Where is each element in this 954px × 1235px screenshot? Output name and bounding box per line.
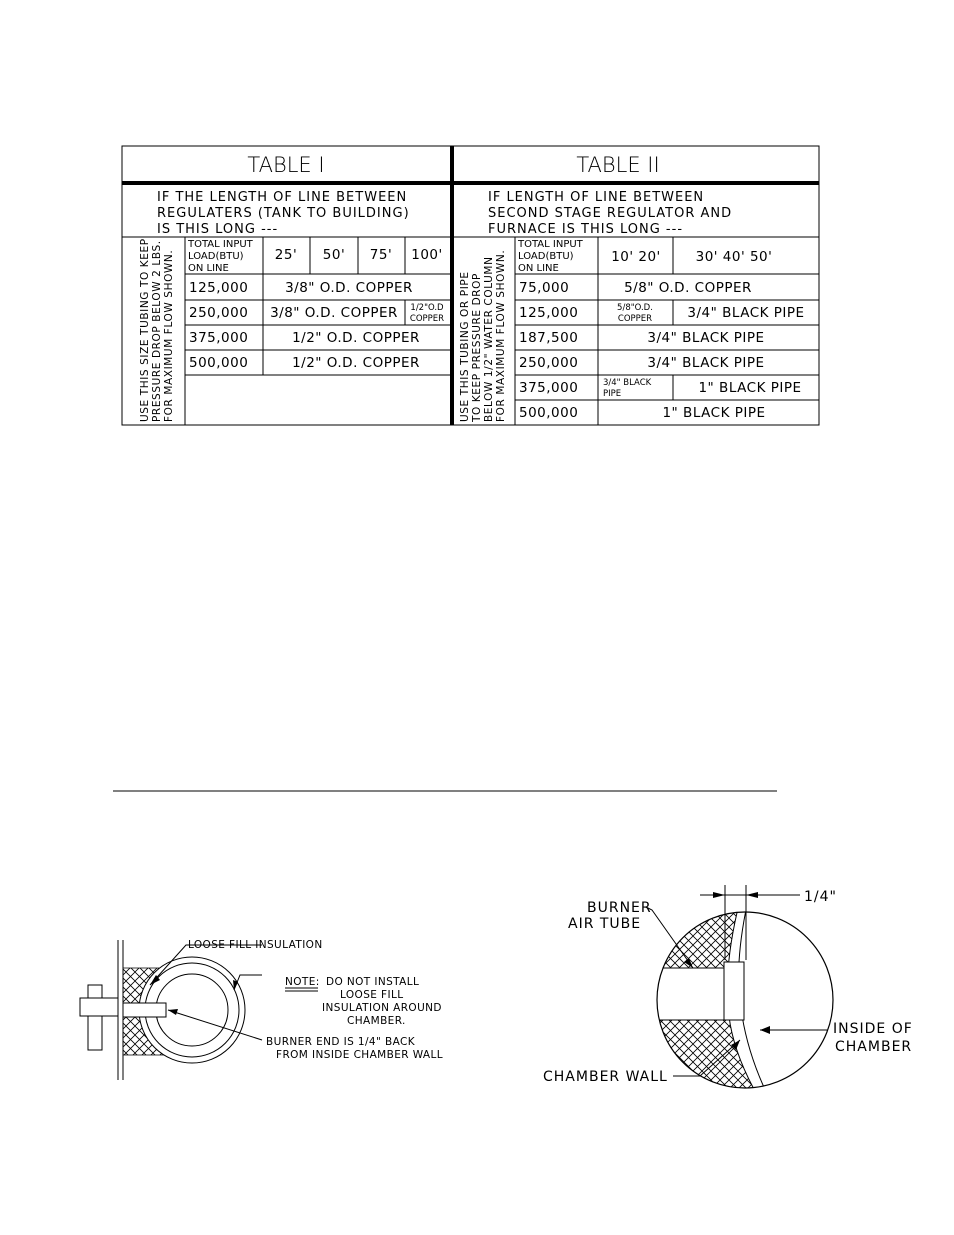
table-2-header-line-1: IF LENGTH OF LINE BETWEEN <box>488 190 705 205</box>
table-2-side-line-4: FOR MAXIMUM FLOW SHOWN. <box>495 249 507 422</box>
table-2-row-3-size: 3/4" BLACK PIPE <box>647 330 765 346</box>
table-2-row-6-size: 1" BLACK PIPE <box>662 405 766 421</box>
table-1-length-25: 25' <box>274 247 298 263</box>
table-2-row-3-load: 187,500 <box>519 330 579 346</box>
note-line-4: CHAMBER. <box>347 1015 406 1027</box>
table-1-row-1-load: 125,000 <box>189 280 249 296</box>
table-1-row-3-load: 375,000 <box>189 330 249 346</box>
table-2-row-2-load: 125,000 <box>519 305 579 321</box>
table-1-side-line-3: FOR MAXIMUM FLOW SHOWN. <box>163 249 175 422</box>
table-1-side-line-1: USE THIS SIZE TUBING TO KEEP <box>139 238 151 422</box>
table-1-load-label-2: LOAD(BTU) <box>188 251 244 262</box>
table-1-header-line-2: REGULATERS (TANK TO BUILDING) <box>157 206 410 221</box>
burner-air-tube-label-2: AIR TUBE <box>568 916 642 932</box>
table-2-side-line-1: USE THIS TUBING OR PIPE <box>459 271 471 422</box>
table-1-side-line-2: PRESSURE DROP BELOW 2 LBS. <box>151 240 163 422</box>
table-1-row-1-size: 3/8" O.D. COPPER <box>285 280 413 296</box>
table-2-title: TABLE II <box>576 153 660 177</box>
inside-chamber-label-1: INSIDE OF <box>833 1021 913 1037</box>
table-2-lengths-10-20: 10' 20' <box>611 249 661 265</box>
table-2-header-line-2: SECOND STAGE REGULATOR AND <box>488 206 733 221</box>
table-1-row-3-size: 1/2" O.D. COPPER <box>292 330 420 346</box>
table-1-title: TABLE I <box>247 153 325 177</box>
burner-end-line-1: BURNER END IS 1/4" BACK <box>266 1036 416 1048</box>
table-1-length-50: 50' <box>322 247 346 263</box>
note-line-2: LOOSE FILL <box>340 989 404 1001</box>
table-2-load-label-2: LOAD(BTU) <box>518 251 574 262</box>
note-line-1: DO NOT INSTALL <box>326 976 420 988</box>
dimension-label: 1/4" <box>804 889 837 905</box>
table-1-length-100: 100' <box>411 247 443 263</box>
table-1-row-4-size: 1/2" O.D. COPPER <box>292 355 420 371</box>
insulation-figure <box>80 939 443 1080</box>
table-2-header-line-3: FURNACE IS THIS LONG --- <box>488 222 684 237</box>
table-2-row-2-size-s1: 5/8"O.D. <box>617 303 653 313</box>
table-2-row-4-load: 250,000 <box>519 355 579 371</box>
table-1-row-2-size-b1: 1/2"O.D <box>410 303 444 313</box>
table-1-load-label-3: ON LINE <box>188 263 229 274</box>
table-1-row-4-load: 500,000 <box>189 355 249 371</box>
table-1-header-line-1: IF THE LENGTH OF LINE BETWEEN <box>157 190 408 205</box>
table-2-row-5-load: 375,000 <box>519 380 579 396</box>
table-1 <box>122 153 450 425</box>
table-2-row-2-size-s2: COPPER <box>617 314 653 324</box>
chamber-wall-label: CHAMBER WALL <box>543 1069 668 1085</box>
table-1-load-label-1: TOTAL INPUT <box>188 239 253 250</box>
table-1-row-2-load: 250,000 <box>189 305 249 321</box>
table-2-load-label-3: ON LINE <box>518 263 559 274</box>
burner-end-line-2: FROM INSIDE CHAMBER WALL <box>276 1049 443 1061</box>
burner-detail-figure <box>543 885 913 1100</box>
table-1-header-line-3: IS THIS LONG --- <box>157 222 279 237</box>
table-2-row-2-size-b: 3/4" BLACK PIPE <box>687 305 805 321</box>
table-2-row-5-size-b: 1" BLACK PIPE <box>698 380 802 396</box>
table-2-row-1-size: 5/8" O.D. COPPER <box>624 280 752 296</box>
inside-chamber-label-2: CHAMBER <box>835 1039 913 1055</box>
table-2-side-line-2: TO KEEP PRESSURE DROP <box>471 273 483 422</box>
table-1-row-2-size: 3/8" O.D. COPPER <box>270 305 398 321</box>
note-label: NOTE: <box>285 976 320 988</box>
table-1-length-75: 75' <box>369 247 393 263</box>
table-2-load-label-1: TOTAL INPUT <box>518 239 583 250</box>
table-1-row-2-size-b2: COPPER <box>409 314 445 324</box>
table-2-row-1-load: 75,000 <box>519 280 570 296</box>
table-2-row-5-size-s1: 3/4" BLACK <box>603 378 652 388</box>
table-2-row-6-load: 500,000 <box>519 405 579 421</box>
note-line-3: INSULATION AROUND <box>322 1002 442 1014</box>
table-2-side-line-3: BELOW 1/2" WATER COLUMN <box>483 256 495 422</box>
loose-fill-label: LOOSE FILL INSULATION <box>188 939 323 951</box>
burner-air-tube-label-1: BURNER <box>587 900 652 916</box>
table-2-row-5-size-s2: PIPE <box>603 389 622 399</box>
table-2-lengths-30-50: 30' 40' 50' <box>695 249 773 265</box>
table-2-row-4-size: 3/4" BLACK PIPE <box>647 355 765 371</box>
table-2 <box>454 153 819 425</box>
